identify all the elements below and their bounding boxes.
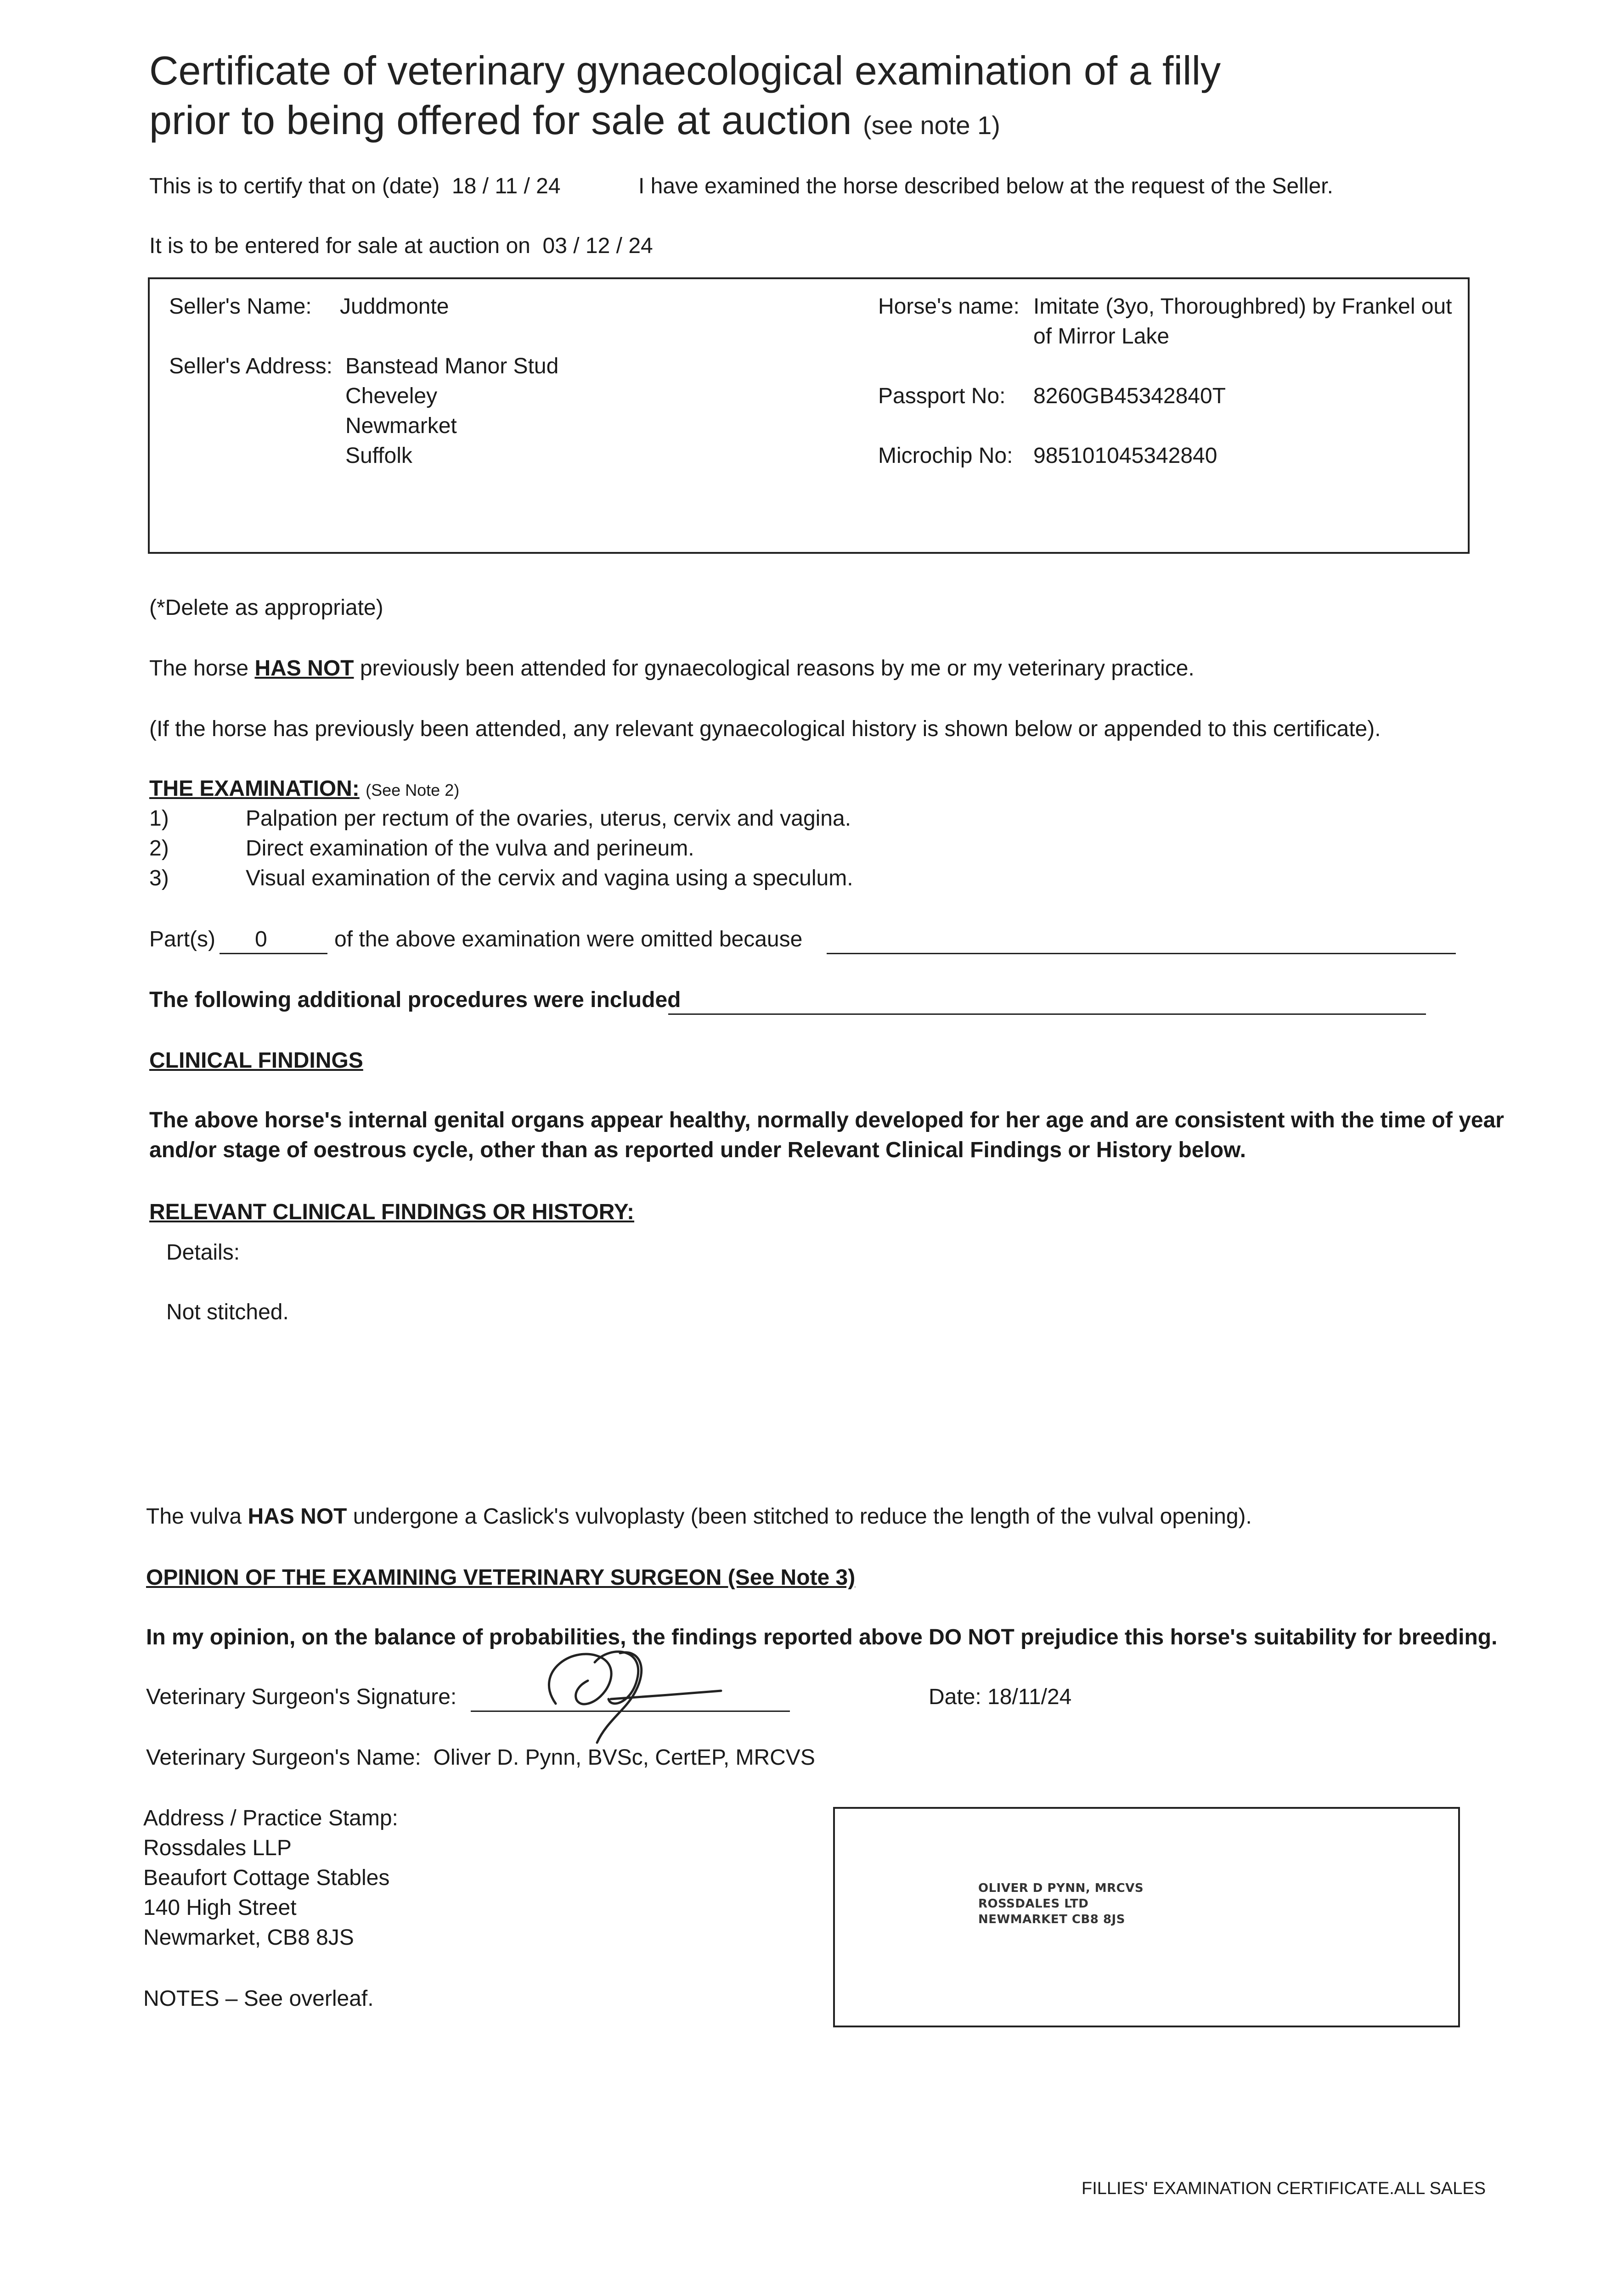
certify-suffix: I have examined the horse described below at the request of the Seller. (638, 174, 1333, 198)
clinical-findings-line-2: and/or stage of oestrous cycle, other than as reported under Relevant Clinical Findings or History below. (149, 1138, 1246, 1162)
exam-item-2-text: Direct examination of the vulva and perineum. (246, 836, 694, 861)
seller-address-line-2: Cheveley (345, 384, 438, 408)
delete-note: (*Delete as appropriate) (149, 596, 383, 620)
clinical-findings-heading: CLINICAL FINDINGS (149, 1048, 363, 1073)
horse-name-line-1: Imitate (3yo, Thoroughbred) by Frankel out (1033, 294, 1452, 319)
clinical-findings-line-1: The above horse's internal genital organs appear healthy, normally developed for her age and are consistent with the time of year (149, 1108, 1504, 1132)
practice-line-1: Rossdales LLP (143, 1836, 292, 1860)
details-text: Not stitched. (166, 1300, 289, 1324)
auction-line (149, 233, 653, 259)
seller-name: Juddmonte (340, 294, 449, 319)
omitted-parts-value: 0 (255, 927, 267, 951)
opinion-statement (146, 1625, 1497, 1650)
exam-item-3-num: 3) (149, 866, 169, 890)
surgeon-name-row (146, 1745, 815, 1770)
attended-statement (149, 656, 1195, 681)
practice-stamp-box (833, 1807, 1460, 2027)
exam-date: 18 / 11 / 24 (451, 174, 561, 198)
omitted-prefix: Part(s) (149, 927, 215, 951)
surgeon-name-label: Veterinary Surgeon's Name: (146, 1745, 421, 1770)
omitted-parts-line (220, 953, 327, 954)
stamp-line-2: ROSSDALES LTD (978, 1897, 1089, 1911)
horse-name-line-2: of Mirror Lake (1033, 324, 1170, 349)
seller-address-line-1: Banstead Manor Stud (345, 354, 559, 378)
microchip-number: 985101045342840 (1033, 444, 1217, 468)
seller-address-line-3: Newmarket (345, 414, 457, 438)
signature-scribble (496, 1635, 753, 1754)
opinion-suffix: prejudice this horse's suitability for breeding. (1020, 1625, 1498, 1649)
microchip-label: Microchip No: (878, 444, 1013, 468)
notes-reference: NOTES – See overleaf. (143, 1986, 374, 2011)
exam-item-1-num: 1) (149, 806, 169, 831)
practice-line-4: Newmarket, CB8 8JS (143, 1925, 354, 1950)
signature-date-row (929, 1684, 1071, 1710)
opinion-prefix: In my opinion, on the balance of probabilities, the findings reported above (146, 1625, 923, 1649)
seller-name-label: Seller's Name: (169, 294, 312, 319)
certify-prefix: This is to certify that on (date) (149, 174, 440, 198)
exam-item-1-text: Palpation per rectum of the ovaries, uterus, cervix and vagina. (246, 806, 851, 831)
vulva-status: HAS NOT (248, 1504, 347, 1529)
stamp-line-3: NEWMARKET CB8 8JS (978, 1913, 1125, 1926)
omitted-suffix: of the above examination were omitted because (334, 927, 803, 951)
passport-label: Passport No: (878, 384, 1006, 408)
surgeon-name: Oliver D. Pynn, BVSc, CertEP, MRCVS (433, 1745, 815, 1770)
title-line-2-text: prior to being offered for sale at auction (149, 97, 852, 143)
additional-procedures-label: The following additional procedures were included (149, 988, 681, 1012)
footer-label: FILLIES' EXAMINATION CERTIFICATE.ALL SALES (1082, 2179, 1486, 2198)
title-line-1: Certificate of veterinary gynaecological examination of a filly (149, 48, 1221, 93)
history-note: (If the horse has previously been attended, any relevant gynaecological history is shown below or appended to this certificate). (149, 717, 1381, 741)
examination-heading: THE EXAMINATION: (149, 777, 360, 801)
exam-item-2-num: 2) (149, 836, 169, 861)
practice-line-2: Beaufort Cottage Stables (143, 1866, 390, 1890)
practice-line-3: 140 High Street (143, 1896, 297, 1920)
practice-stamp (978, 1880, 1144, 1927)
attended-status: HAS NOT (254, 656, 354, 681)
title-line-2 (149, 96, 1221, 150)
certify-line (149, 174, 561, 199)
examination-heading-row (149, 776, 459, 801)
stamp-line-1: OLIVER D PYNN, MRCVS (978, 1881, 1144, 1895)
opinion-heading: OPINION OF THE EXAMINING VETERINARY SURGEON (See Note 3) (146, 1565, 856, 1590)
seller-address-label: Seller's Address: (169, 354, 332, 378)
certificate-title (149, 46, 1221, 150)
signature-date: 18/11/24 (987, 1685, 1072, 1709)
passport-number: 8260GB45342840T (1033, 384, 1226, 408)
vulva-statement (146, 1504, 1252, 1529)
omitted-reason-line (827, 953, 1456, 954)
details-label: Details: (166, 1240, 240, 1265)
relevant-findings-heading: RELEVANT CLINICAL FINDINGS OR HISTORY: (149, 1200, 635, 1224)
seller-address-line-4: Suffolk (345, 444, 412, 468)
practice-label: Address / Practice Stamp: (143, 1806, 398, 1830)
vulva-prefix: The vulva (146, 1504, 242, 1529)
attended-suffix: previously been attended for gynaecological reasons by me or my veterinary practice. (360, 656, 1195, 681)
additional-procedures-line (668, 1013, 1426, 1015)
auction-date: 03 / 12 / 24 (542, 234, 653, 258)
auction-prefix: It is to be entered for sale at auction on (149, 234, 530, 258)
signature-date-label: Date: (929, 1685, 981, 1709)
exam-item-3-text: Visual examination of the cervix and vagina using a speculum. (246, 866, 853, 890)
opinion-status: DO NOT (929, 1625, 1014, 1649)
horse-name-label: Horse's name: (878, 294, 1020, 319)
signature-label: Veterinary Surgeon's Signature: (146, 1685, 457, 1709)
title-note: (see note 1) (863, 111, 1000, 140)
vulva-suffix: undergone a Caslick's vulvoplasty (been stitched to reduce the length of the vulval opening). (353, 1504, 1252, 1529)
attended-prefix: The horse (149, 656, 249, 681)
examination-note: (See Note 2) (366, 781, 460, 799)
